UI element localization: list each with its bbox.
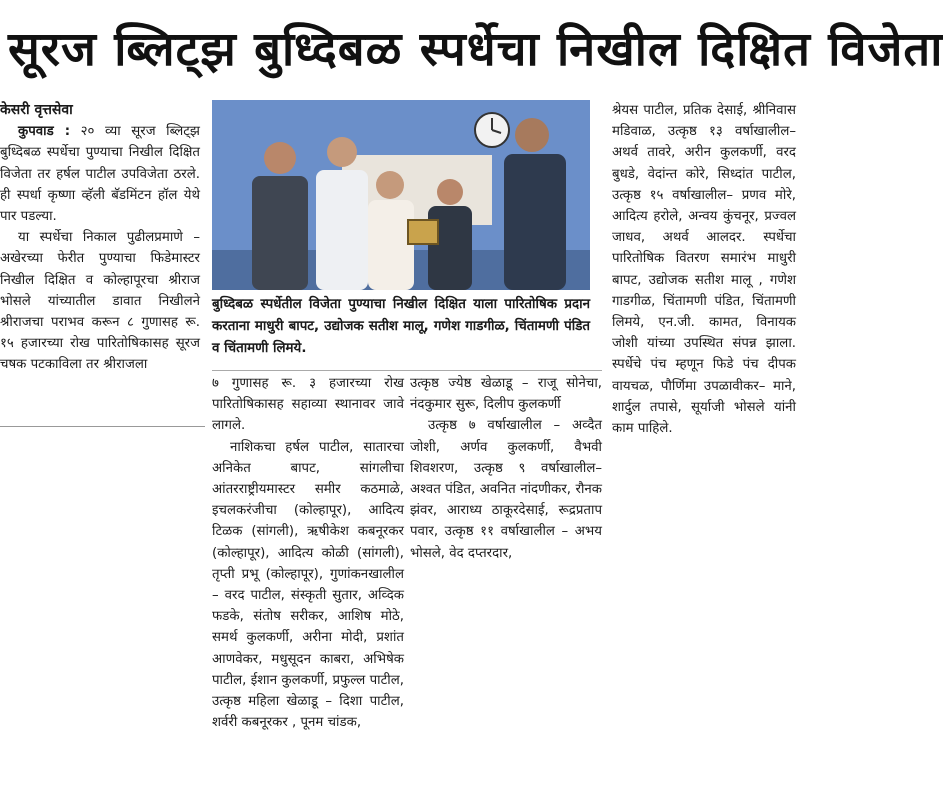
- photo-caption: बुध्दिबळ स्पर्धेतील विजेता पुण्याचा निखील दिक्षित याला पारितोषिक प्रदान करताना माधुरी बापट, उद्योजक सतीश मालू, गणेश गाडगीळ, चिंतामणी पंडित व चिंतामणी लिमये.: [212, 297, 590, 356]
- paragraph-2: या स्पर्धेचा निकाल पुढीलप्रमाणे –अखेरच्या फेरीत पुण्याचा फिडेमास्टर निखील दिक्षित व कोल्हापूरचा श्रीराज भोसले यांच्यातील डावात निखीलने श्रीराजचा पराभव करून ८ गुणासह रू. १५ हजारच्या रोख पारितोषिकासह सूरज चषक पटकाविला तर श्रीराजला: [0, 230, 200, 373]
- photo-illustration: [212, 100, 590, 290]
- paragraph-6: उत्कृष्ठ ७ वर्षाखालील – अव्दैत जोशी, अर्णव कुलकर्णी, वैभवी शिवशरण, उत्कृष्ठ ९ वर्षाखालील– अश्वत पंडित, अवनित नांदणीकर, रौनक झंवर, आराध्य ठाकूरदेसाई, रूद्रप्रताप पवार, उत्कृष्ठ ११ वर्षाखालील – अभय भोसले, वेद दप्तरदार,: [410, 418, 602, 561]
- trophy-award: [408, 220, 438, 244]
- news-photo: [212, 100, 590, 290]
- article-column-2: [212, 373, 404, 733]
- headline: सूरज ब्लिट्झ बुध्दिबळ स्पर्धेचा निखील दिक्षित विजेता: [8, 22, 943, 77]
- column-divider: [0, 426, 205, 427]
- paragraph-7: श्रेयस पाटील, प्रतिक देसाई, श्रीनिवास मडिवाळ, उत्कृष्ठ १३ वर्षाखालील– अथर्व तावरे, अरीन कुलकर्णी, वरद बुधडे, वेदांन्त कोरे, सिध्दांत पाटील, उत्कृष्ठ १५ वर्षाखालील– प्रणव मोरे, आदित्य हरोले, अन्वय कुंचनूर, प्रज्वल जाधव, अथर्व आलदर. स्पर्धेचा पारितोषिक वितरण समारंभ माधुरी बापट, उद्योजक सतीश मालू , गणेश गाडगीळ, चिंतामणी पंडित, चिंतामणी लिमये, एन.जी. कामत, विनायक जोशी यांच्या उपस्थित संपन्न झाला. स्पर्धेचे पंच म्हणून फिडे पंच दीपक वायचळ, पौर्णिमा उपळावीकर– माने, शार्दुल तपासे, सूर्याजी भोसले यांनी काम पाहिले.: [612, 103, 796, 437]
- article-column-3: [410, 373, 602, 564]
- paragraph-4: नाशिकचा हर्षल पाटील, सातारचा अनिकेत बापट, सांगलीचा आंतरराष्ट्रीयमास्टर समीर कठमाळे, इचलकरंजीचा (कोल्हापूर), आदित्य टिळक (सांगली), ऋषीकेश कबनूरकर (कोल्हापूर), आदित्य कोळी (सांगली), तृप्ती प्रभू (कोल्हापूर), गुणांकनखालील – वरद पाटील, संस्कृती सुतार, अव्दिक फडके, संतोष सरीकर, आशिष मोठे, समर्थ कुलकर्णी, अरीना मोदी, प्रशांत आणवेकर, मधुसूदन काबरा, अभिषेक पाटील, ईशान कुलकर्णी, प्रफुल्ल पाटील, उत्कृष्ठ महिला खेळाडू – दिशा पाटील, शर्वरी कबनूरकर , पूनम चांडक,: [212, 439, 404, 731]
- dateline: कुपवाड :: [18, 124, 71, 140]
- paragraph-1-text: २० व्या सूरज ब्लिट्झ बुध्दिबळ स्पर्धेचा पुण्याचा निखील दिक्षित विजेता तर हर्षल पाटील उपविजेता ठरले. ही स्पर्धा कृष्णा व्हॅली बॅडमिंटन हॉल येथे पार पडल्या.: [0, 124, 200, 225]
- paragraph-1: [0, 121, 200, 227]
- caption-divider: [212, 370, 602, 371]
- article-column-1: [0, 100, 200, 376]
- paragraph-5: उत्कृष्ठ ज्येष्ठ खेळाडू – राजू सोनेचा, नंदकुमार सुरू, दिलीप कुलकर्णी: [410, 376, 602, 413]
- paragraph-3: ७ गुणासह रू. ३ हजारच्या रोख पारितोषिकासह सहाव्या स्थानावर जावे लागले.: [212, 376, 404, 434]
- byline: केसरी वृत्तसेवा: [0, 102, 73, 118]
- article-column-4: [612, 100, 796, 439]
